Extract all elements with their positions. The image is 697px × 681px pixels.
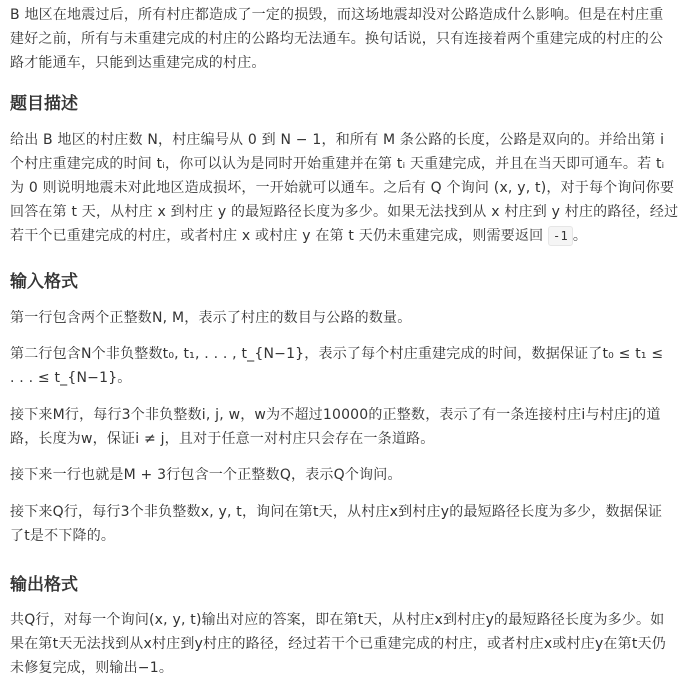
- input-line: 第二行包含N个非负整数t₀, t₁, . . . , t_{N−1}，表示了每个村庄重建完成的时间，数据保证了t₀ ≤ t₁ ≤: [10, 346, 664, 362]
- output-format-heading: 输出格式: [10, 575, 78, 595]
- problem-description-paragraph: [10, 128, 690, 248]
- description-line: [10, 224, 690, 248]
- intro-paragraph: [10, 3, 690, 75]
- output-line: 共Q行，对每一个询问(x, y, t)输出对应的答案，即在第t天，从村庄x到村庄y的最短路径长度为多少。如: [10, 612, 665, 628]
- input-line: 了t是不下降的。: [10, 528, 116, 544]
- description-line: 个村庄重建完成的时间 tᵢ，你可以认为是同时开始重建并在第 tᵢ 天重建完成，并且在当天即可通车。若 tᵢ: [10, 156, 665, 172]
- input-line: 接下来Q行，每行3个非负整数x, y, t，询问在第t天，从村庄x到村庄y的最短路径长度为多少，数据保证: [10, 504, 663, 520]
- description-line: 回答在第 t 天，从村庄 x 到村庄 y 的最短路径长度为多少。如果无法找到从 x 村庄到 y 村庄的路径，经过: [10, 204, 679, 220]
- input-format-heading: 输入格式: [10, 272, 78, 292]
- input-paragraph-3: [10, 403, 690, 451]
- input-paragraph-5: [10, 500, 690, 548]
- input-paragraph-2: [10, 342, 690, 390]
- description-text: 若干个已重建完成的村庄，或者村庄 x 或村庄 y 在第 t 天仍未重建完成，则需要返回: [10, 228, 549, 244]
- input-line: 接下来M行，每行3个非负整数i, j, w，w为不超过10000的正整数，表示了有一条连接村庄i与村庄j的道: [10, 407, 661, 423]
- input-line: . . . ≤ t_{N−1}。: [10, 370, 132, 386]
- output-line: 未修复完成，则输出−1。: [10, 660, 174, 676]
- input-paragraph-4: [10, 463, 690, 487]
- intro-line: 路才能通车，只能到达重建完成的村庄。: [10, 55, 266, 71]
- description-text: 。: [572, 228, 588, 244]
- inline-code: -1: [548, 226, 573, 246]
- output-line: 果在第t天无法找到从x村庄到y村庄的路径，经过若干个已重建完成的村庄，或者村庄x或村庄y在第t天仍: [10, 636, 666, 652]
- problem-description-heading: 题目描述: [10, 94, 78, 114]
- description-line: 为 0 则说明地震未对此地区造成损坏，一开始就可以通车。之后有 Q 个询问 (x, y, t)，对于每个询问你要: [10, 180, 675, 196]
- input-line: 路，长度为w，保证i ≠ j，且对于任意一对村庄只会存在一条道路。: [10, 431, 435, 447]
- intro-line: B 地区在地震过后，所有村庄都造成了一定的损毁，而这场地震却没对公路造成什么影响。但是在村庄重: [10, 7, 664, 23]
- input-line: 接下来一行也就是M + 3行包含一个正整数Q，表示Q个询问。: [10, 467, 402, 483]
- output-paragraph: [10, 608, 690, 680]
- input-paragraph-1: [10, 306, 690, 330]
- input-line: 第一行包含两个正整数N, M，表示了村庄的数目与公路的数量。: [10, 310, 412, 326]
- description-line: 给出 B 地区的村庄数 N，村庄编号从 0 到 N − 1，和所有 M 条公路的长度，公路是双向的。并给出第 i: [10, 132, 665, 148]
- intro-line: 建好之前，所有与未重建完成的村庄的公路均无法通车。换句话说，只有连接着两个重建完成的村庄的公: [10, 31, 664, 47]
